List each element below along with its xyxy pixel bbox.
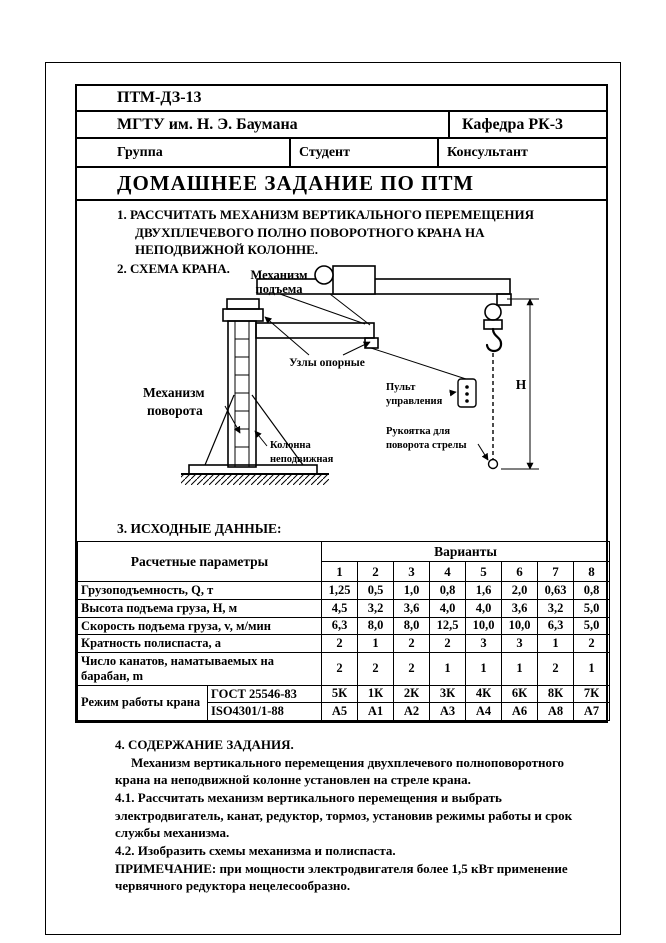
variant-number: 8 xyxy=(574,562,610,582)
param-value: 6,3 xyxy=(538,617,574,635)
table-row-ropes xyxy=(78,653,610,686)
variants-header-cell: Варианты xyxy=(322,542,610,562)
label-rotation-mechanism-line1: Механизм xyxy=(143,385,205,400)
param-label: Кратность полиспаста, а xyxy=(78,635,322,653)
content-para-2: 4.1. Рассчитать механизм вертикального перемещения и выбрать электродвигатель, канат, редуктор, тормоз, установив режимы работы и срок службы механизма. xyxy=(115,790,573,841)
university-row xyxy=(77,112,606,139)
param-value: 8К xyxy=(538,685,574,703)
variant-number: 2 xyxy=(358,562,394,582)
param-value: 4,0 xyxy=(430,599,466,617)
turntable xyxy=(223,309,263,321)
label-hoist-mechanism-line1: Механизм xyxy=(250,268,308,282)
assignment-sheet xyxy=(75,84,608,723)
param-label: Скорость подъема груза, v, м/мин xyxy=(78,617,322,635)
height-dim-label: Н xyxy=(515,377,527,392)
param-value: А7 xyxy=(574,703,610,721)
param-value: А8 xyxy=(538,703,574,721)
content-para-3: 4.2. Изобразить схемы механизма и полиспаста. xyxy=(115,843,396,859)
column-body xyxy=(228,321,256,467)
param-value: 3 xyxy=(466,635,502,653)
param-value: 6К xyxy=(502,685,538,703)
param-value: А1 xyxy=(358,703,394,721)
param-value: 4,5 xyxy=(322,599,358,617)
leader-handle xyxy=(478,444,488,460)
hook xyxy=(487,329,501,351)
param-label: Высота подъема груза, Н, м xyxy=(78,599,322,617)
param-value: 2 xyxy=(394,653,430,686)
param-value: 0,8 xyxy=(430,582,466,600)
variants-header-row xyxy=(78,542,610,562)
crane-diagram xyxy=(77,260,610,515)
label-column-line2: неподвижная xyxy=(270,454,334,465)
param-label-mode: Режим работы крана xyxy=(78,685,208,721)
content-heading: 4. СОДЕРЖАНИЕ ЗАДАНИЯ. xyxy=(115,737,294,752)
ground-hatch xyxy=(181,474,329,485)
param-value: 2 xyxy=(574,635,610,653)
param-value: 0,63 xyxy=(538,582,574,600)
document xyxy=(75,84,608,895)
param-value: А4 xyxy=(466,703,502,721)
label-pendant-line1: Пульт xyxy=(386,382,416,393)
variant-number: 6 xyxy=(502,562,538,582)
label-column-line1: Колонна xyxy=(270,440,311,451)
param-value: 12,5 xyxy=(430,617,466,635)
table-row-height xyxy=(78,599,610,617)
label-rotation-mechanism-line2: поворота xyxy=(147,403,203,418)
consultant-label: Консультант xyxy=(437,139,606,166)
param-value: 2,0 xyxy=(502,582,538,600)
param-value: 1,25 xyxy=(322,582,358,600)
param-value: 2 xyxy=(538,653,574,686)
roles-row xyxy=(77,139,606,168)
hoist-motor xyxy=(315,266,333,284)
param-value: 2 xyxy=(394,635,430,653)
param-value: А3 xyxy=(430,703,466,721)
variant-number: 5 xyxy=(466,562,502,582)
lower-arm xyxy=(256,323,374,338)
param-value: 7К xyxy=(574,685,610,703)
base-brace-left xyxy=(205,395,234,465)
param-value: 5,0 xyxy=(574,599,610,617)
pendant-button xyxy=(465,392,469,396)
param-value: 2 xyxy=(322,635,358,653)
standard-label-gost: ГОСТ 25546-83 xyxy=(208,685,322,703)
param-value: 3К xyxy=(430,685,466,703)
table-row-mode-gost xyxy=(78,685,610,703)
pendant-button xyxy=(465,385,469,389)
title-row xyxy=(77,168,606,201)
department-name: Кафедра РК-3 xyxy=(448,112,606,137)
table-row-capacity xyxy=(78,582,610,600)
content-section xyxy=(75,736,608,895)
label-handle-line1: Рукоятка для xyxy=(386,426,451,437)
param-value: А5 xyxy=(322,703,358,721)
doc-code: ПТМ-ДЗ-13 xyxy=(117,89,202,106)
param-value: 8,0 xyxy=(358,617,394,635)
group-label: Группа xyxy=(117,144,163,160)
param-value: 3 xyxy=(502,635,538,653)
param-value: А6 xyxy=(502,703,538,721)
param-value: 4,0 xyxy=(466,599,502,617)
variant-number: 7 xyxy=(538,562,574,582)
label-support-units: Узлы опорные xyxy=(289,357,365,369)
code-row xyxy=(77,86,606,112)
param-value: 3,6 xyxy=(394,599,430,617)
param-value: 1 xyxy=(358,635,394,653)
param-value: 1 xyxy=(502,653,538,686)
column-head xyxy=(227,299,259,309)
crane-structure xyxy=(181,266,539,485)
content-note: ПРИМЕЧАНИЕ: при мощности электродвигателя более 1,5 кВт применение червячного редуктора нецелесообразно. xyxy=(115,860,568,894)
param-value: 6,3 xyxy=(322,617,358,635)
hook-block xyxy=(484,320,502,329)
label-hoist-mechanism-line2: подъема xyxy=(255,282,303,296)
param-value: 1 xyxy=(466,653,502,686)
task-item-1-line-2: ДВУХПЛЕЧЕВОГО ПОЛНО ПОВОРОТНОГО КРАНА НА xyxy=(135,224,485,240)
table-row-speed xyxy=(78,617,610,635)
param-value: 0,8 xyxy=(574,582,610,600)
param-value: 3,2 xyxy=(358,599,394,617)
param-value: 1 xyxy=(430,653,466,686)
label-pendant-line2: управления xyxy=(386,396,443,407)
table-row-reeving xyxy=(78,635,610,653)
variant-number: 3 xyxy=(394,562,430,582)
student-label: Студент xyxy=(289,139,437,166)
label-handle-line2: поворота стрелы xyxy=(386,440,467,451)
param-value: 10,0 xyxy=(466,617,502,635)
param-value: 5,0 xyxy=(574,617,610,635)
pendant-button xyxy=(465,399,469,403)
param-value: 1,0 xyxy=(394,582,430,600)
leader-pendant xyxy=(450,392,456,393)
param-value: 8,0 xyxy=(394,617,430,635)
param-label: Грузоподъемность, Q, т xyxy=(78,582,322,600)
initial-data-heading: 3. ИСХОДНЫЕ ДАННЫЕ: xyxy=(117,521,282,536)
param-label: Число канатов, наматываемых на барабан, m xyxy=(78,653,322,686)
param-value: 2 xyxy=(322,653,358,686)
hoist-winch xyxy=(333,266,375,294)
param-value: 1 xyxy=(574,653,610,686)
university-name: МГТУ им. Н. Э. Баумана xyxy=(117,115,298,133)
task-section xyxy=(77,206,606,518)
param-value: 1 xyxy=(538,635,574,653)
param-value: 1К xyxy=(358,685,394,703)
param-value: 10,0 xyxy=(502,617,538,635)
param-value: 1,6 xyxy=(466,582,502,600)
param-value: 4К xyxy=(466,685,502,703)
param-value: 2 xyxy=(430,635,466,653)
param-value: 3,2 xyxy=(538,599,574,617)
param-value: 2К xyxy=(394,685,430,703)
task-item-1 xyxy=(117,206,588,259)
param-value: 3,6 xyxy=(502,599,538,617)
param-value: 0,5 xyxy=(358,582,394,600)
pendant-cable xyxy=(371,348,466,379)
task-item-1-line-1: 1. РАССЧИТАТЬ МЕХАНИЗМ ВЕРТИКАЛЬНОГО ПЕРЕМЕЩЕНИЯ xyxy=(117,207,534,222)
chain-handle xyxy=(489,460,498,469)
page-title: ДОМАШНЕЕ ЗАДАНИЕ ПО ПТМ xyxy=(117,171,475,195)
pulley xyxy=(485,304,501,320)
initial-data-table xyxy=(77,541,610,721)
param-value: 2 xyxy=(358,653,394,686)
task-item-1-line-3: НЕПОДВИЖНОЙ КОЛОННЕ. xyxy=(135,242,319,258)
params-header-cell: Расчетные параметры xyxy=(78,542,322,582)
variant-number: 1 xyxy=(322,562,358,582)
brace-jib-arm-1 xyxy=(280,294,365,324)
variant-number: 4 xyxy=(430,562,466,582)
param-value: А2 xyxy=(394,703,430,721)
task-item-2: 2. СХЕМА КРАНА. xyxy=(117,260,230,276)
brace-jib-arm-2 xyxy=(330,294,370,325)
standard-label-iso: ISO4301/1-88 xyxy=(208,703,322,721)
content-para-1: Механизм вертикального перемещения двухплечевого полноповоротного крана на неподвижной колонне установлен на стреле крана. xyxy=(115,754,565,788)
param-value: 5К xyxy=(322,685,358,703)
